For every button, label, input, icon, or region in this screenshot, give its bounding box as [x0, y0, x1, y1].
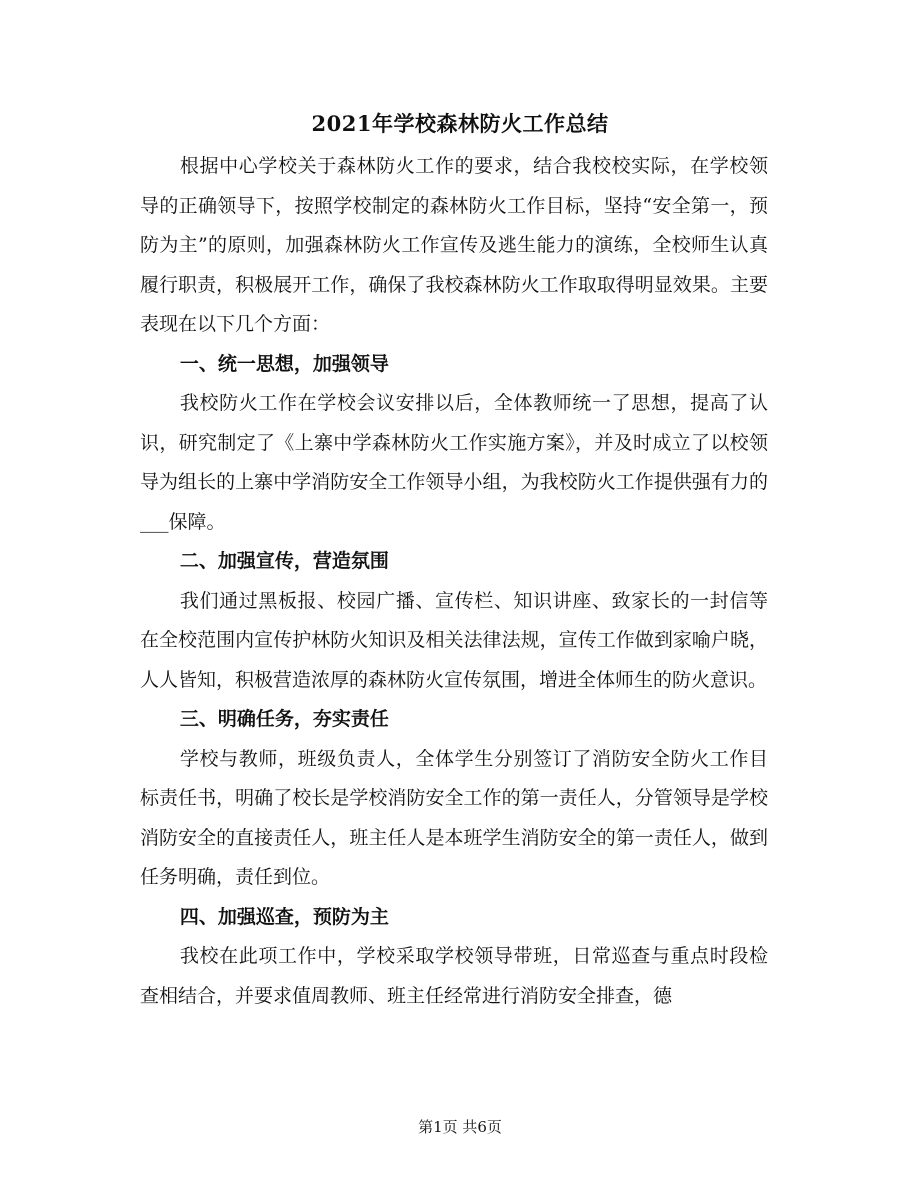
section-heading-3: 三、明确任务，夯实责任: [179, 708, 389, 730]
section-paragraph-1: 我校防火工作在学校会议安排以后，全体教师统一了思想，提高了认识，研究制定了《上寨中学森林防火工作实施方案》，并及时成立了以校领导为组长的上寨中学消防安全工作领导小组，为我校防火工作提供强有力的___保障。: [140, 392, 768, 533]
intro-paragraph: 根据中心学校关于森林防火工作的要求，结合我校校实际，在学校领导的正确领导下，按照学校制定的森林防火工作目标，坚持“安全第一，预防为主”的原则，加强森林防火工作宣传及逃生能力的演练，全校师生认真履行职责，积极展开工作，确保了我校森林防火工作取取得明显效果。主要表现在以下几个方面：: [140, 155, 768, 335]
document-body: [140, 147, 768, 1016]
page-number-footer: 第1页 共6页: [418, 1118, 502, 1136]
document-title: 2021年学校森林防火工作总结: [311, 111, 609, 136]
section-paragraph-4: 我校在此项工作中，学校采取学校领导带班，日常巡查与重点时段检查相结合，并要求值周教师、班主任经常进行消防安全排查，德: [140, 945, 768, 1007]
section-paragraph-3: 学校与教师，班级负责人，全体学生分别签订了消防安全防火工作目标责任书，明确了校长是学校消防安全工作的第一责任人，分管领导是学校消防安全的直接责任人，班主任人是本班学生消防安全的第一责任人，做到任务明确，责任到位。: [140, 747, 768, 888]
section-heading-1: 一、统一思想，加强领导: [179, 352, 389, 375]
section-heading-4: 四、加强巡查，预防为主: [179, 905, 389, 928]
section-heading-2: 二、加强宣传，营造氛围: [179, 550, 389, 572]
section-paragraph-2: 我们通过黑板报、校园广播、宣传栏、知识讲座、致家长的一封信等在全校范围内宣传护林防火知识及相关法律法规，宣传工作做到家喻户晓，人人皆知，积极营造浓厚的森林防火宣传氛围，增进全体师生的防火意识。: [140, 589, 768, 691]
